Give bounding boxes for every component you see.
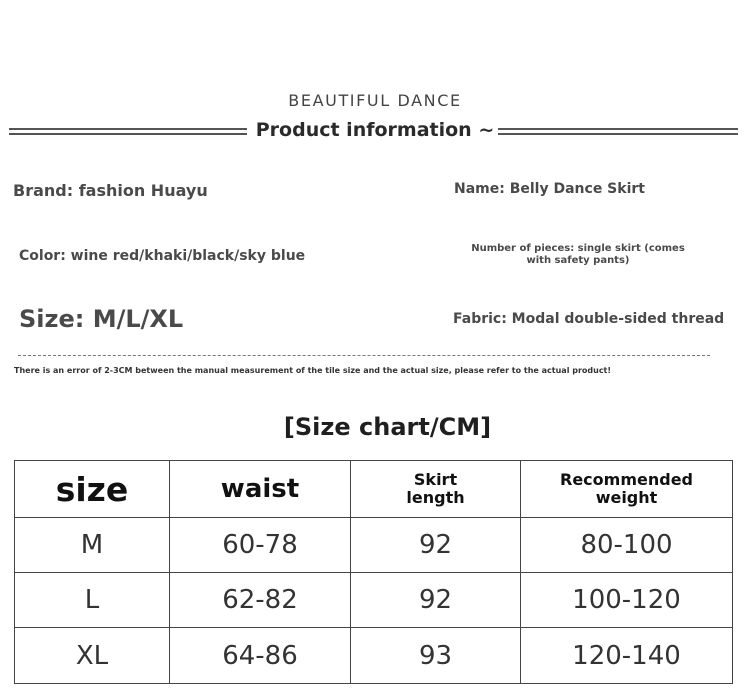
length-cell: 92 xyxy=(351,518,521,573)
table-row xyxy=(15,628,733,684)
dashed-divider xyxy=(18,355,710,356)
fabric-info: Fabric: Modal double-sided thread xyxy=(453,311,725,327)
weight-cell: 80-100 xyxy=(521,518,733,573)
pieces-info: Number of pieces: single skirt (comes with safety pants) xyxy=(471,243,685,266)
header-weight xyxy=(521,461,733,518)
header-skirt-length-line2: length xyxy=(406,488,465,507)
header-waist-label: waist xyxy=(220,474,300,504)
table-row xyxy=(15,518,733,573)
header-size-label: size xyxy=(55,469,129,509)
measurement-note: There is an error of 2-3CM between the manual measurement of the tile size and the actual size, please refer to the actual product! xyxy=(14,366,612,375)
brand-title: BEAUTIFUL DANCE xyxy=(288,91,462,110)
header-skirt-length-line1: Skirt xyxy=(413,470,458,489)
size-cell: M xyxy=(15,518,170,573)
waist-cell: 64-86 xyxy=(170,628,351,684)
header-skirt-length xyxy=(351,461,521,518)
size-cell: L xyxy=(15,573,170,628)
length-cell: 93 xyxy=(351,628,521,684)
waist-cell: 60-78 xyxy=(170,518,351,573)
size-chart-table xyxy=(14,460,733,684)
length-cell: 92 xyxy=(351,573,521,628)
section-title: Product information ~ xyxy=(255,119,495,141)
weight-cell: 120-140 xyxy=(521,628,733,684)
table-row xyxy=(15,573,733,628)
waist-cell: 62-82 xyxy=(170,573,351,628)
size-info: Size: M/L/XL xyxy=(19,305,184,333)
name-info: Name: Belly Dance Skirt xyxy=(454,181,645,197)
color-info: Color: wine red/khaki/black/sky blue xyxy=(19,248,306,264)
size-chart-title: [Size chart/CM] xyxy=(283,413,492,441)
weight-cell: 100-120 xyxy=(521,573,733,628)
table-header-row xyxy=(15,461,733,518)
header-waist xyxy=(170,461,351,518)
header-weight-line1: Recommended xyxy=(560,470,693,489)
size-cell: XL xyxy=(15,628,170,684)
header-size xyxy=(15,461,170,518)
header-weight-line2: weight xyxy=(595,488,658,507)
brand-info: Brand: fashion Huayu xyxy=(13,181,208,200)
